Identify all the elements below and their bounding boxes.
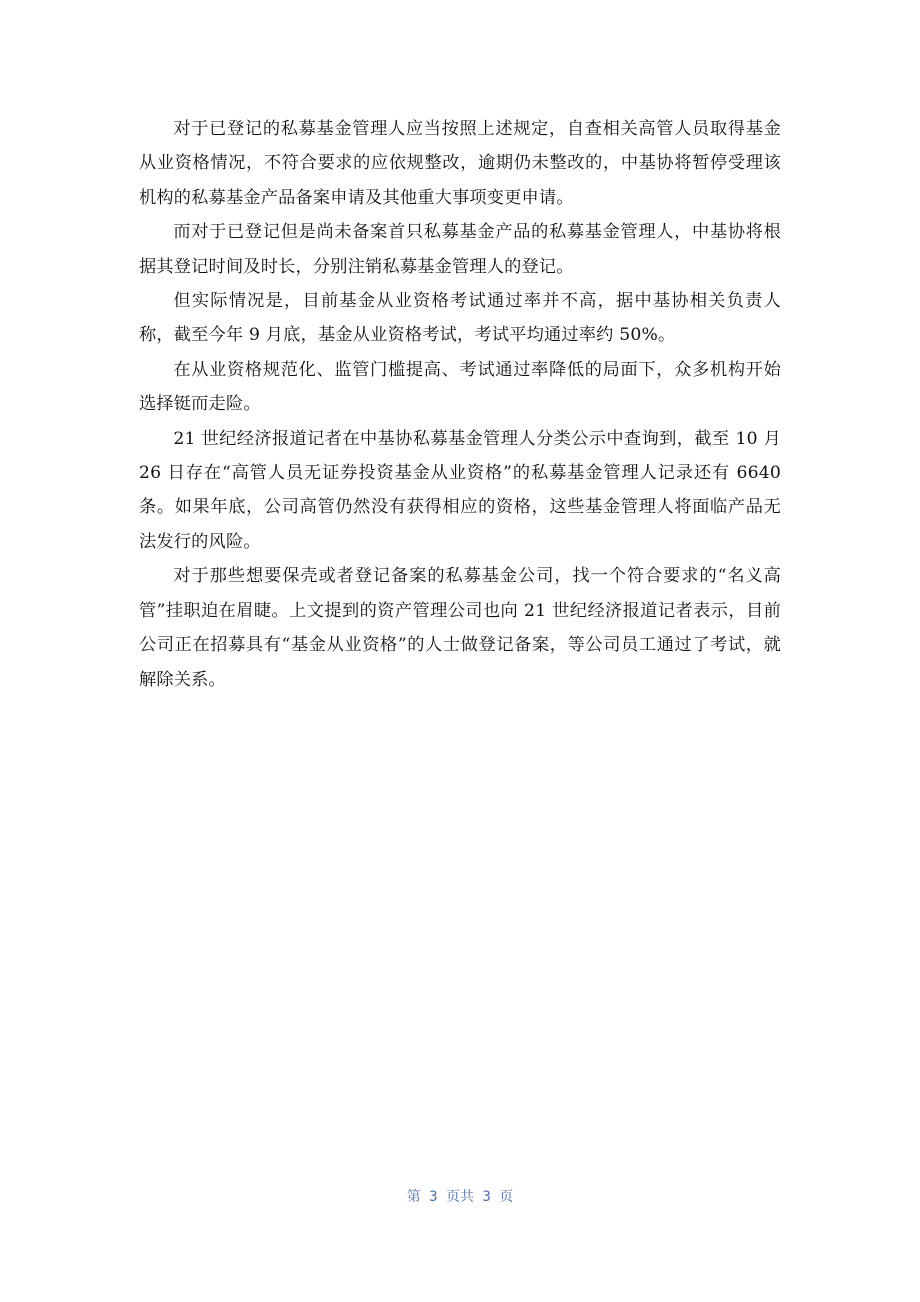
paragraph-1: 对于已登记的私募基金管理人应当按照上述规定，自查相关高管人员取得基金从业资格情况，不符合要求的应依规整改，逾期仍未整改的，中基协将暂停受理该机构的私募基金产品备案申请及其他重大事项变更申请。 xyxy=(139,119,781,208)
paragraph-2: 而对于已登记但是尚未备案首只私募基金产品的私募基金管理人，中基协将根据其登记时间及时长，分别注销私募基金管理人的登记。 xyxy=(139,222,781,277)
paragraph-6: 对于那些想要保壳或者登记备案的私募基金公司，找一个符合要求的“名义高管”挂职迫在眉睫。上文提到的资产管理公司也向 21 世纪经济报道记者表示，目前公司正在招募具有“基金从业资格”的人士做登记备案，等公司员工通过了考试，就解除关系。 xyxy=(139,566,781,690)
page-number-footer: 第 3 页共 3 页 xyxy=(406,1189,514,1205)
document-body xyxy=(139,112,781,697)
paragraph-3: 但实际情况是，目前基金从业资格考试通过率并不高，据中基协相关负责人称，截至今年 9 月底，基金从业资格考试，考试平均通过率约 50%。 xyxy=(139,291,781,346)
paragraph-4: 在从业资格规范化、监管门槛提高、考试通过率降低的局面下，众多机构开始选择铤而走险。 xyxy=(139,359,781,415)
paragraph-5: 21 世纪经济报道记者在中基协私募基金管理人分类公示中查询到，截至 10 月 26 日存在“高管人员无证券投资基金从业资格”的私募基金管理人记录还有 6640 条。如果年底，公司高管仍然没有获得相应的资格，这些基金管理人将面临产品无法发行的风险。 xyxy=(139,428,781,552)
